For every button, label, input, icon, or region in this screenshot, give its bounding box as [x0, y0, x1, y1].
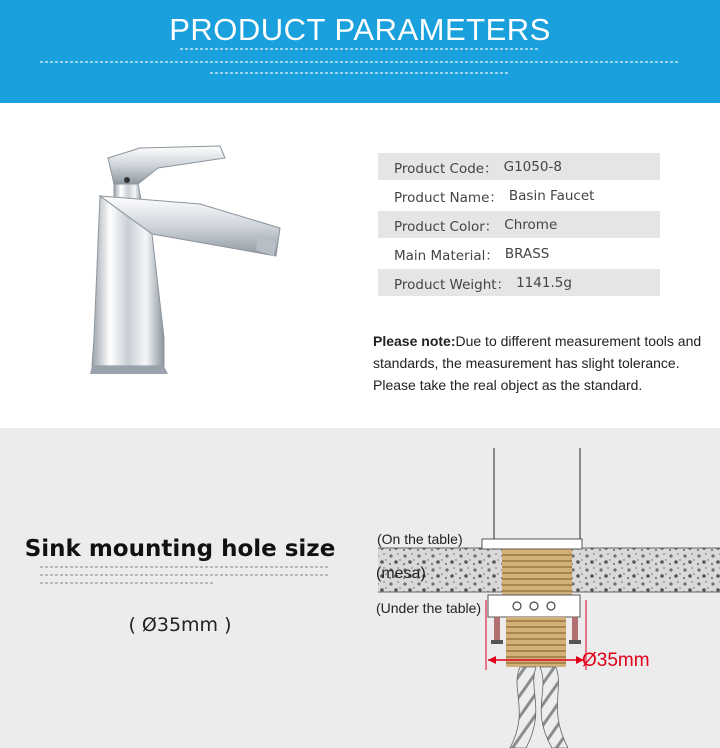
- header-decor-line: [0, 61, 720, 67]
- param-row-name: [378, 182, 660, 209]
- param-value: BRASS: [504, 245, 550, 262]
- mounting-size: ( Ø35mm ): [128, 614, 232, 636]
- param-label: Product Color：: [394, 218, 499, 235]
- param-row-weight: [378, 269, 660, 296]
- header-banner: [0, 0, 720, 103]
- param-row-color: [378, 211, 660, 238]
- param-value: 1141.5g: [516, 274, 572, 291]
- note-text: Due to different measurement tools and standards, the measurement has slight tolerance. Please take the real object as the standard.: [373, 333, 702, 393]
- on-table-label: (On the table): [377, 531, 463, 547]
- mounting-title: Sink mounting hole size: [24, 536, 336, 562]
- param-value: Chrome: [504, 216, 558, 233]
- param-value: G1050-8: [503, 158, 562, 175]
- page-title: PRODUCT PARAMETERS: [169, 12, 551, 47]
- product-parameters: [378, 153, 660, 298]
- under-table-label: (Under the table): [376, 600, 482, 616]
- mounting-decor-lines: [40, 566, 330, 590]
- header-decor-line: [0, 72, 720, 78]
- mounting-diagram: [360, 440, 720, 748]
- param-value: Basin Faucet: [508, 187, 595, 204]
- mesa-label: (mesa): [376, 565, 426, 582]
- param-label: Product Name：: [394, 189, 503, 206]
- faucet-icon: [80, 138, 290, 378]
- param-label: Main Material：: [394, 247, 499, 264]
- param-row-material: [378, 240, 660, 267]
- param-row-code: [378, 153, 660, 180]
- header-decor-line: [0, 48, 720, 54]
- param-label: Product Weight：: [394, 276, 511, 293]
- param-label: Product Code：: [394, 160, 498, 177]
- measurement-note: [373, 330, 718, 396]
- note-label: Please note:: [373, 333, 456, 349]
- diameter-label: Ø35mm: [582, 650, 650, 671]
